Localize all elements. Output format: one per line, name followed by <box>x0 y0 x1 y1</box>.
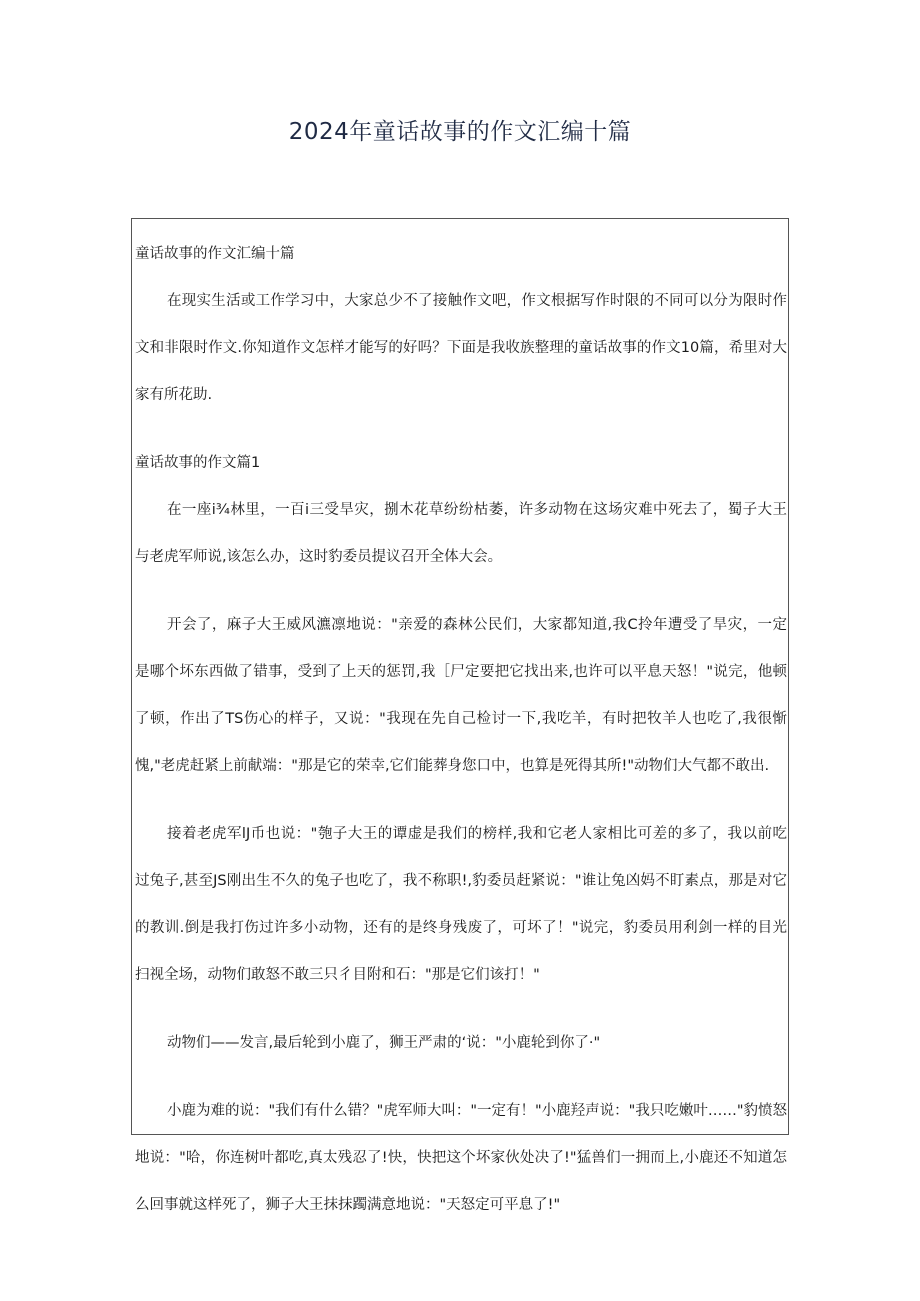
intro-paragraph <box>135 288 787 429</box>
paragraph-line: 了顿，作出了TS伤心的样子，又说："我现在先自己检讨一下,我吃羊，有时把牧羊人也吃了,我很惭 <box>135 711 787 727</box>
paragraph-line: 文和非限时作文.你知道作文怎样才能写的好吗？下面是我收族整理的童话故事的作文10篇，希里对大 <box>135 340 787 356</box>
paragraph-line: 愧,"老虎赶紧上前献端："那是它的荣幸,它们能葬身您口中，也算是死得其所!"动物们大气都不敢出. <box>135 758 770 774</box>
story-paragraph-4 <box>135 1030 787 1077</box>
paragraph-line: 是哪个坏东西做了错事，受到了上天的惩罚,我［尸定要把它找出来,也许可以平息天怒！"说完，他顿 <box>135 664 787 680</box>
paragraph-line: 的教训.倒是我打伤过许多小动物，还有的是终身残废了，可坏了！"说完，豹委员用利剑一样的目光 <box>135 920 787 936</box>
paragraph-line: 在一座i¾林里，一百i三受旱灾，捌木花草纷纷枯萎，许多动物在这场灾难中死去了，蜀子大王 <box>167 502 787 518</box>
story-paragraph-3 <box>135 821 787 1009</box>
paragraph-line: 地说："哈，你连树叶都吃,真太残忍了!快，快把这个坏家伙处决了!"猛兽们一拥而上,小鹿还不知道怎 <box>135 1150 787 1166</box>
content-body <box>135 241 787 1260</box>
paragraph-line: 开会了，麻子大王威风瀌凛地说："亲爱的森林公民们，大家都知道,我C拎年遭受了旱灾，一定 <box>167 617 787 633</box>
document-title: 2024年童话故事的作文汇编十篇 <box>288 119 632 145</box>
story-paragraph-1 <box>135 497 787 591</box>
story-paragraph-2 <box>135 612 787 800</box>
content-heading: 童话故事的作文汇编十篇 <box>135 246 295 262</box>
paragraph-line: 动物们——发言,最后轮到小鹿了，狮王严肃的‘说："小鹿轮到你了·" <box>167 1035 601 1051</box>
paragraph-line: 接着老虎军lJ币也说："匏子大王的谭虚是我们的榜样,我和它老人家相比可差的多了，我以前吃 <box>167 826 787 842</box>
paragraph-line: 过兔子,甚至JS刚出生不久的兔子也吃了，我不称职!,豹委员赶紧说："谁让兔凶妈不盯素点，那是对它 <box>135 873 787 889</box>
paragraph-line: 小鹿为难的说："我们有什么错？"虎军师大叫："一定有！"小鹿羟声说："我只吃嫩叶……"豹愤怒 <box>167 1103 788 1119</box>
paragraph-line: 么回事就这样死了，狮子大王抹抹躅满意地说："天怒定可平息了!" <box>135 1197 561 1213</box>
paragraph-line: 扫视全场，动物们敢怒不敢三只彳目附和石："那是它们该打！" <box>135 967 540 983</box>
content-frame <box>131 218 789 1213</box>
paragraph-line: 在现实生活或工作学习中，大家总少不了接触作文吧，作文根据写作时限的不同可以分为限时作 <box>167 293 787 309</box>
section-heading: 童话故事的作文篇1 <box>135 455 261 471</box>
story-paragraph-5 <box>135 1098 787 1239</box>
paragraph-line: 与老虎军师说,该怎么办，这时豹委员提议召开全体大会。 <box>135 549 503 565</box>
paragraph-line: 家有所花助. <box>135 387 213 403</box>
